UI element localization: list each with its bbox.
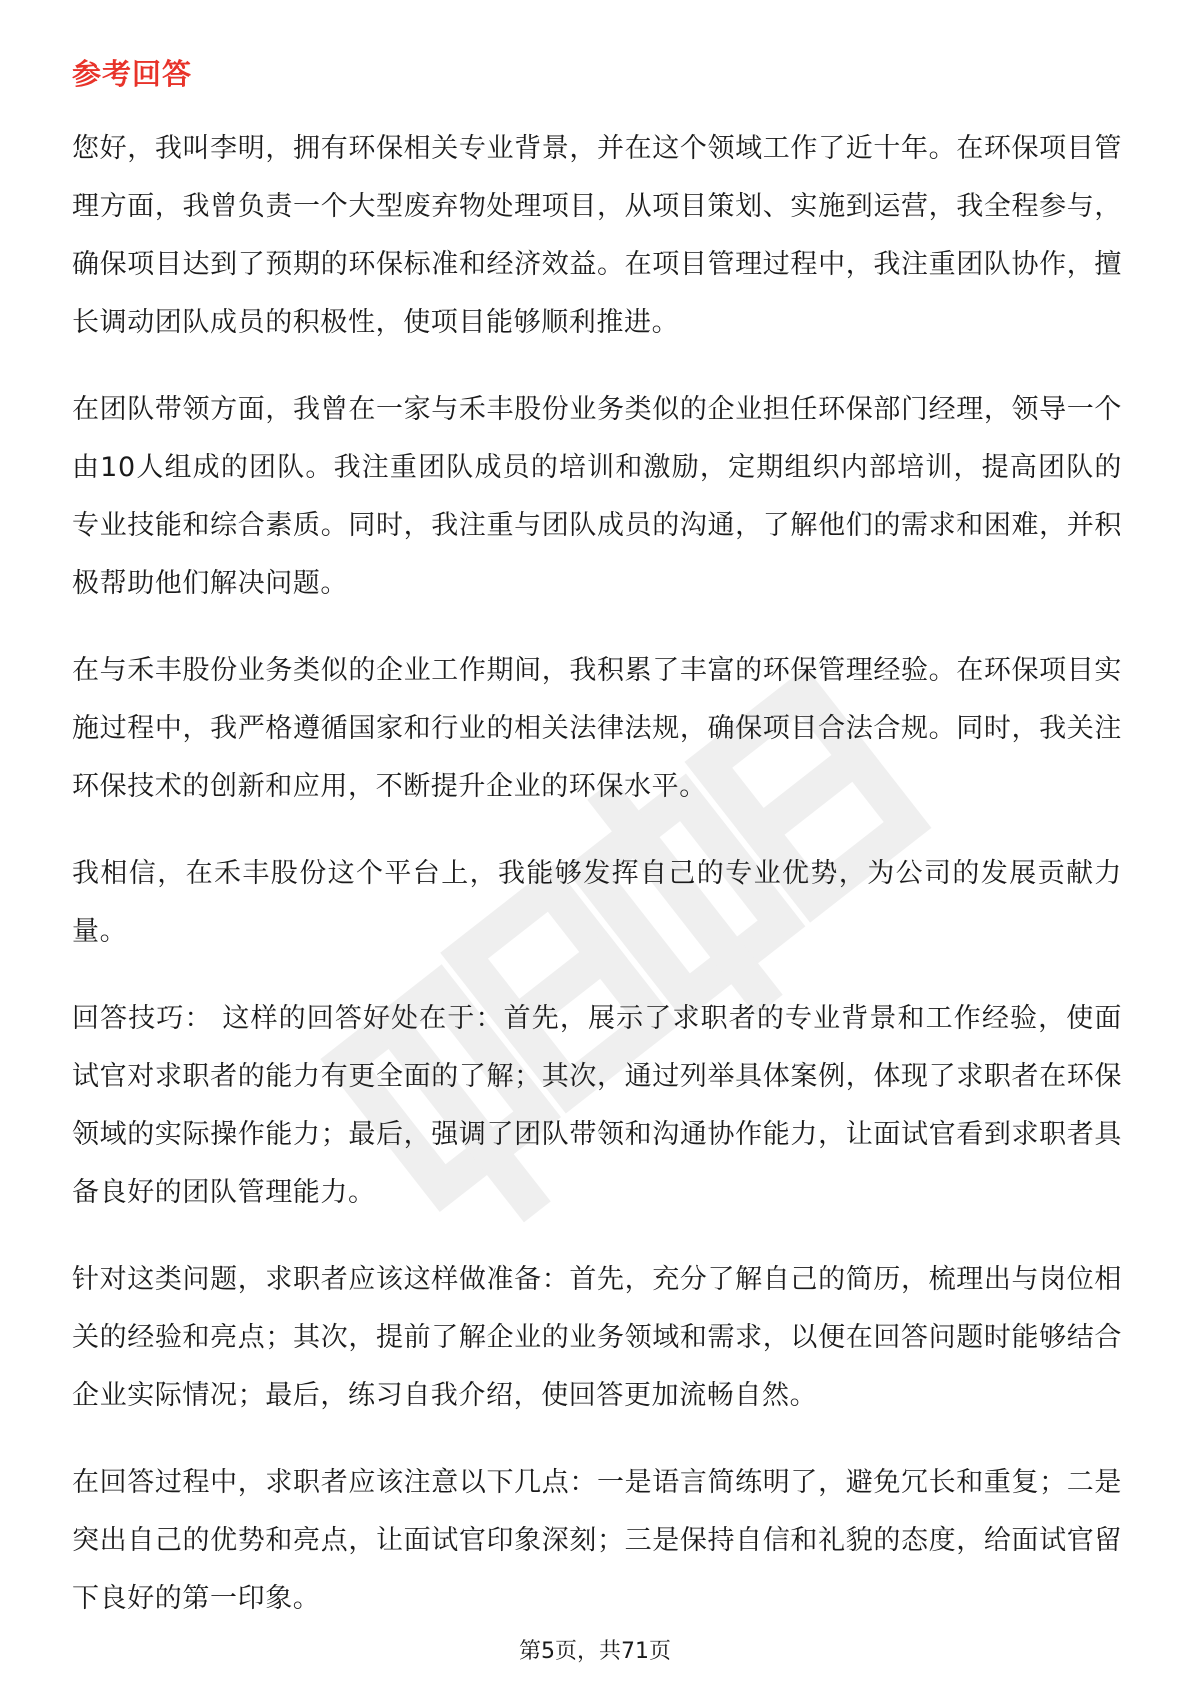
paragraph-answer-tips: 回答技巧： 这样的回答好处在于：首先，展示了求职者的专业背景和工作经验，使面试官对求职者的能力有更全面的了解；其次，通过列举具体案例，体现了求职者在环保领域的实际操作能力；最后，强调了团队带领和沟通协作能力，让面试官看到求职者具备良好的团队管理能力。	[72, 1003, 1122, 1208]
section-heading: 参考回答	[72, 57, 193, 91]
paragraph-team-leadership: 在团队带领方面，我曾在一家与禾丰股份业务类似的企业担任环保部门经理，领导一个由10人组成的团队。我注重团队成员的培训和激励，定期组织内部培训，提高团队的专业技能和综合素质。同时，我注重与团队成员的沟通，了解他们的需求和困难，并积极帮助他们解决问题。	[72, 394, 1122, 599]
paragraph-experience: 在与禾丰股份业务类似的企业工作期间，我积累了丰富的环保管理经验。在环保项目实施过程中，我严格遵循国家和行业的相关法律法规，确保项目合法合规。同时，我关注环保技术的创新和应用，不断提升企业的环保水平。	[72, 655, 1122, 802]
paragraph-intro: 您好，我叫李明，拥有环保相关专业背景，并在这个领域工作了近十年。在环保项目管理方面，我曾负责一个大型废弃物处理项目，从项目策划、实施到运营，我全程参与，确保项目达到了预期的环保标准和经济效益。在项目管理过程中，我注重团队协作，擅长调动团队成员的积极性，使项目能够顺利推进。	[72, 133, 1122, 338]
answer-body	[72, 120, 1122, 1657]
paragraph-preparation: 针对这类问题，求职者应该这样做准备：首先，充分了解自己的简历，梳理出与岗位相关的经验和亮点；其次，提前了解企业的业务领域和需求，以便在回答问题时能够结合企业实际情况；最后，练习自我介绍，使回答更加流畅自然。	[72, 1264, 1122, 1411]
paragraph-closing: 我相信，在禾丰股份这个平台上，我能够发挥自己的专业优势，为公司的发展贡献力量。	[72, 858, 1122, 947]
paragraph-notes: 在回答过程中，求职者应该注意以下几点：一是语言简练明了，避免冗长和重复；二是突出自己的优势和亮点，让面试官印象深刻；三是保持自信和礼貌的态度，给面试官留下良好的第一印象。	[72, 1467, 1122, 1614]
page-number: 第5页，共71页	[519, 1639, 671, 1664]
